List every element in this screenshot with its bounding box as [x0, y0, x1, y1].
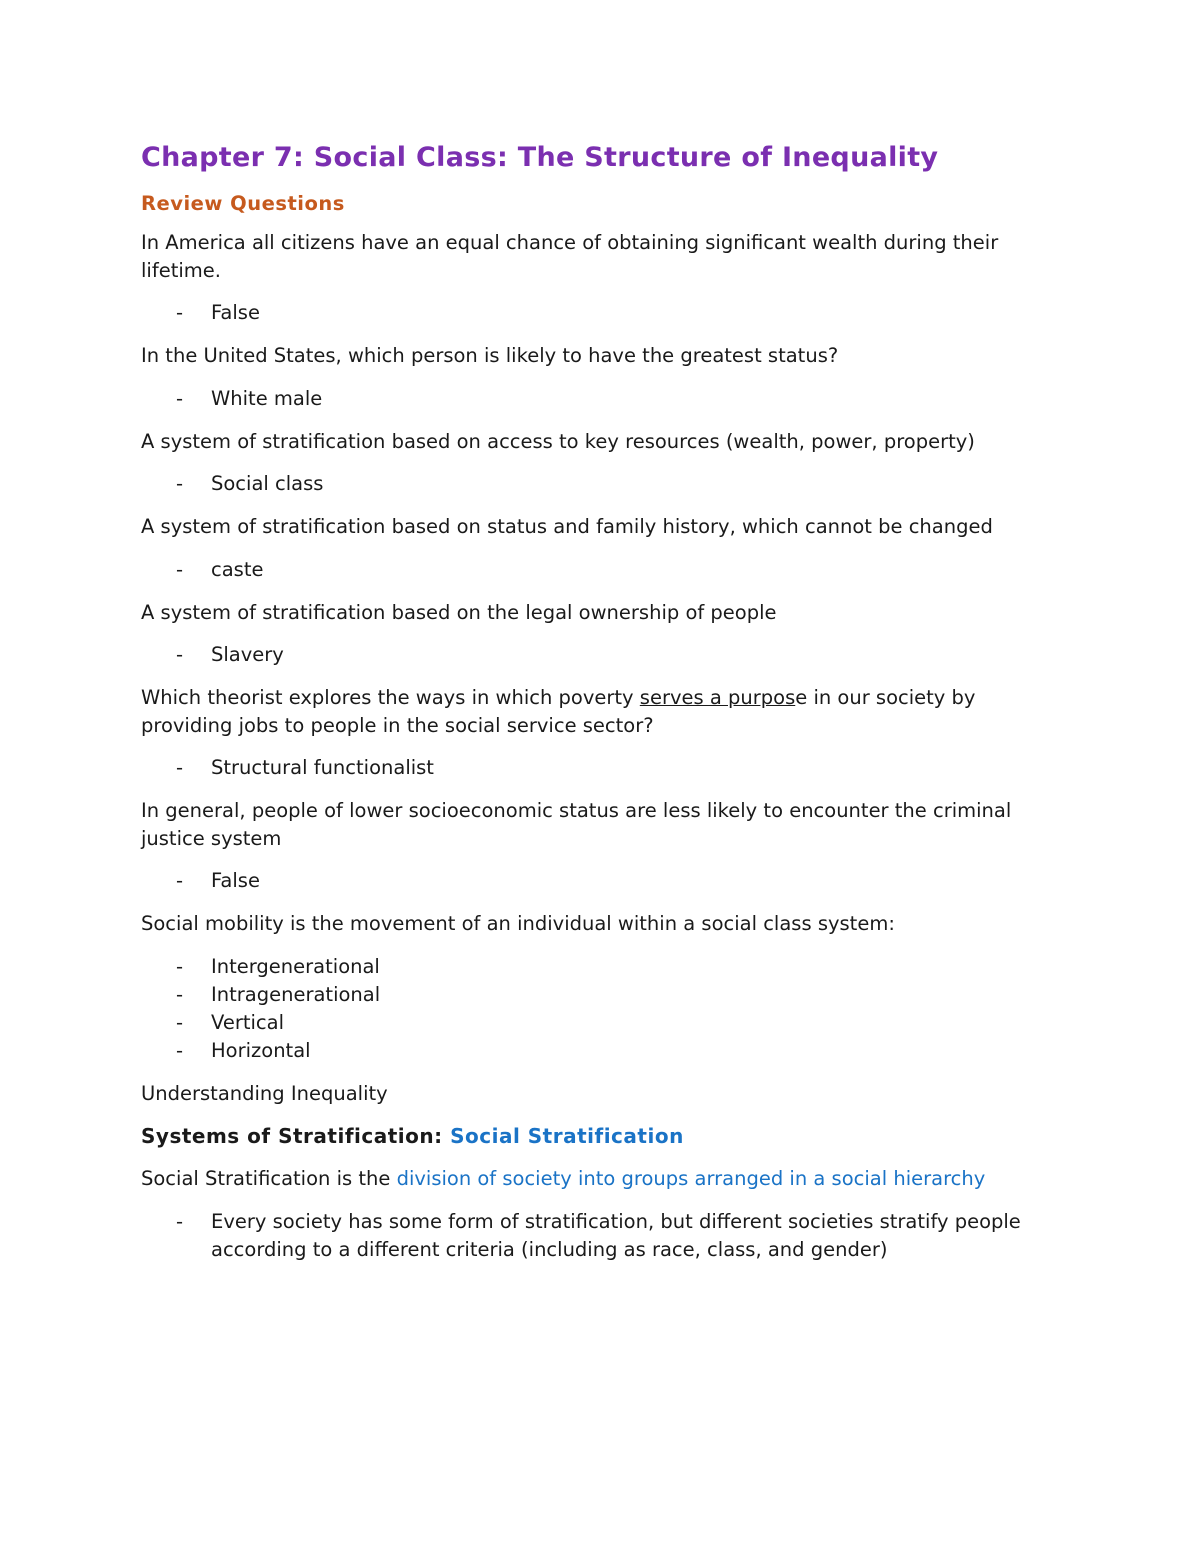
list-item: - Vertical: [176, 1010, 284, 1034]
heading-highlight: Social Stratification: [450, 1124, 684, 1148]
section-bullet-list: [141, 1208, 1061, 1264]
question-text: In the United States, which person is likely to have the greatest status?: [141, 344, 839, 367]
page-title: Chapter 7: Social Class: The Structure of Inequality: [141, 142, 939, 173]
list-item: - Intergenerational: [176, 954, 380, 978]
answer-list: [141, 867, 1061, 895]
question-text: In general, people of lower socioeconomic status are less likely to encounter the criminal justice system: [141, 799, 1012, 850]
underlined-text: serves a purpos: [639, 686, 796, 709]
answer-list: [141, 754, 1061, 782]
answer-list: [141, 641, 1061, 669]
understanding-heading: Understanding Inequality: [141, 1081, 388, 1105]
list-item: - Every society has some form of stratification, but different societies stratify people according to a different criteria (including as race, class, and gender): [176, 1209, 1021, 1261]
question-text: Social mobility is the movement of an individual within a social class system:: [141, 912, 895, 935]
list-item: - False: [176, 869, 260, 892]
list-item: - White male: [176, 386, 323, 410]
question-text: In America all citizens have an equal chance of obtaining significant wealth during their lifetime.: [141, 231, 999, 282]
question-text: Which theorist explores the ways in which poverty serves a purpose in our society by providing jobs to people in the social service sector?: [141, 686, 976, 737]
answer-list: [141, 299, 1061, 327]
document-page: [141, 138, 1061, 1264]
section-subtitle: Review Questions: [141, 192, 345, 215]
question-text: A system of stratification based on status and family history, which cannot be changed: [141, 515, 993, 538]
list-item: - Structural functionalist: [176, 756, 434, 779]
list-item: - False: [176, 301, 260, 324]
answer-list: [141, 556, 1061, 584]
list-item: - Slavery: [176, 643, 284, 666]
definition-text: Social Stratification is the division of society into groups arranged in a social hierarchy: [141, 1167, 986, 1190]
question-text: A system of stratification based on access to key resources (wealth, power, property): [141, 429, 975, 453]
list-item: - caste: [176, 557, 264, 581]
question-text: A system of stratification based on the legal ownership of people: [141, 600, 777, 624]
answer-list: [141, 470, 1061, 498]
list-item: - Intragenerational: [176, 982, 381, 1006]
list-item: - Social class: [176, 472, 324, 495]
answer-list: [141, 953, 1061, 1065]
answer-list: [141, 385, 1061, 413]
stratification-heading: Systems of Stratification: Social Stratification: [141, 1124, 684, 1148]
definition-highlight: division of society into groups arranged in a social hierarchy: [396, 1167, 986, 1190]
list-item: - Horizontal: [176, 1038, 311, 1062]
